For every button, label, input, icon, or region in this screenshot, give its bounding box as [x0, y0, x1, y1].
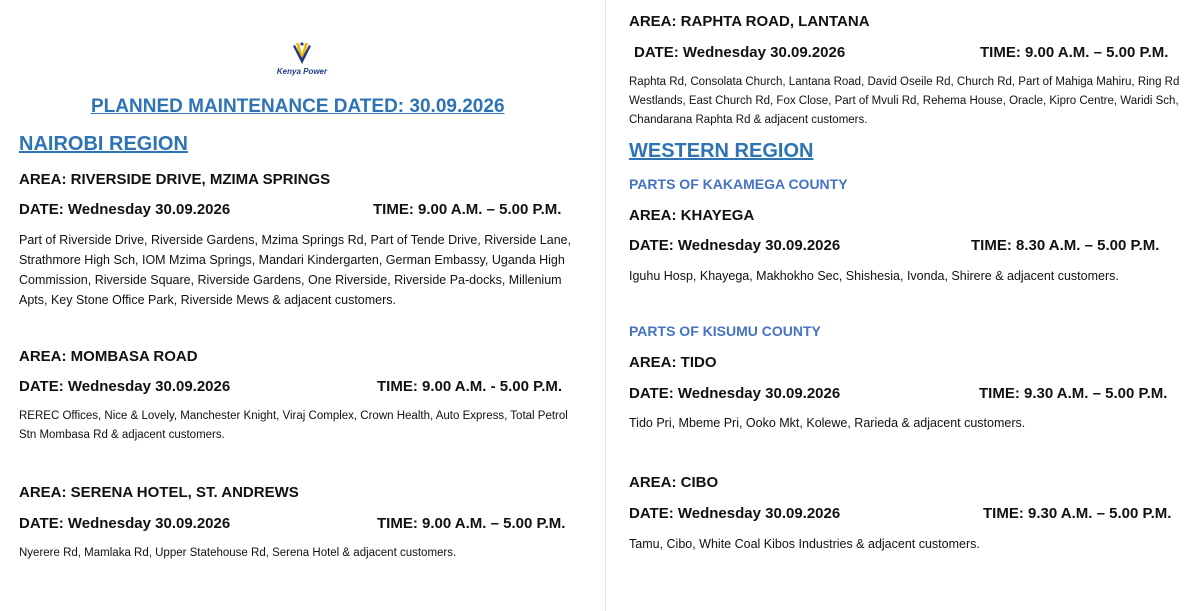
area-time: TIME: 9.30 A.M. – 5.00 P.M. [983, 505, 1172, 522]
county-title-kakamega: PARTS OF KAKAMEGA COUNTY [629, 176, 848, 192]
area-description: Tido Pri, Mbeme Pri, Ooko Mkt, Kolewe, Rarieda & adjacent customers. [629, 416, 1026, 430]
area-date: DATE: Wednesday 30.09.2026 [19, 378, 231, 395]
area-date: DATE: Wednesday 30.09.2026 [629, 505, 841, 522]
area-time: TIME: 9.00 A.M. - 5.00 P.M. [377, 378, 563, 395]
county-title-kisumu: PARTS OF KISUMU COUNTY [629, 323, 821, 339]
area-time: TIME: 9.00 A.M. – 5.00 P.M. [373, 201, 562, 218]
page-title: PLANNED MAINTENANCE DATED: 30.09.2026 [91, 96, 505, 117]
area-description: Tamu, Cibo, White Coal Kibos Industries & adjacent customers. [629, 537, 980, 551]
area-description: Raphta Rd, Consolata Church, Lantana Road, David Oseile Rd, Church Rd, Part of Mahiga Mahiru, Ring Rd Westlands, East Church Rd, Fox Close, Part of Mvuli Rd, Rehema House, Oracle, Kipro Centre, Waridi Sch, Chandarana Raphta Rd & adjacent customers. [629, 76, 1180, 126]
area-date: DATE: Wednesday 30.09.2026 [634, 44, 846, 61]
area-title: AREA: TIDO [629, 354, 717, 371]
area-description: Iguhu Hosp, Khayega, Makhokho Sec, Shishesia, Ivonda, Shirere & adjacent customers. [629, 269, 1119, 283]
area-title: AREA: CIBO [629, 474, 719, 491]
area-title: AREA: SERENA HOTEL, ST. ANDREWS [19, 484, 299, 501]
area-time: TIME: 9.00 A.M. – 5.00 P.M. [980, 44, 1169, 61]
area-date: DATE: Wednesday 30.09.2026 [19, 515, 231, 532]
area-title: AREA: KHAYEGA [629, 207, 755, 224]
area-time: TIME: 9.30 A.M. – 5.00 P.M. [979, 385, 1168, 402]
area-title: AREA: RAPHTA ROAD, LANTANA [629, 13, 870, 30]
kenya-power-logo-icon [287, 40, 317, 66]
area-date: DATE: Wednesday 30.09.2026 [629, 385, 841, 402]
region-title-western: WESTERN REGION [629, 140, 814, 162]
area-description: REREC Offices, Nice & Lovely, Manchester Knight, Viraj Complex, Crown Health, Auto Express, Total Petrol Stn Mombasa Rd & adjacent customers. [19, 410, 568, 441]
kenya-power-logo [270, 40, 334, 80]
area-time: TIME: 8.30 A.M. – 5.00 P.M. [971, 237, 1160, 254]
area-time: TIME: 9.00 A.M. – 5.00 P.M. [377, 515, 566, 532]
area-date: DATE: Wednesday 30.09.2026 [19, 201, 231, 218]
column-divider [605, 0, 606, 611]
area-description: Part of Riverside Drive, Riverside Gardens, Mzima Springs Rd, Part of Tende Drive, Riverside Lane, Strathmore High Sch, IOM Mzima Springs, Mandari Kindergarten, German Embassy, Uganda High Commission, Riverside Square, Riverside Gardens, One Riverside, Riverside Pa-docks, Millenium Apts, Key Stone Office Park, Riverside Mews & adjacent customers. [19, 233, 572, 307]
region-title-nairobi: NAIROBI REGION [19, 133, 188, 155]
area-description: Nyerere Rd, Mamlaka Rd, Upper Statehouse Rd, Serena Hotel & adjacent customers. [19, 547, 457, 559]
area-title: AREA: MOMBASA ROAD [19, 348, 198, 365]
logo-text: Kenya Power [276, 67, 328, 76]
area-date: DATE: Wednesday 30.09.2026 [629, 237, 841, 254]
area-title: AREA: RIVERSIDE DRIVE, MZIMA SPRINGS [19, 171, 331, 188]
